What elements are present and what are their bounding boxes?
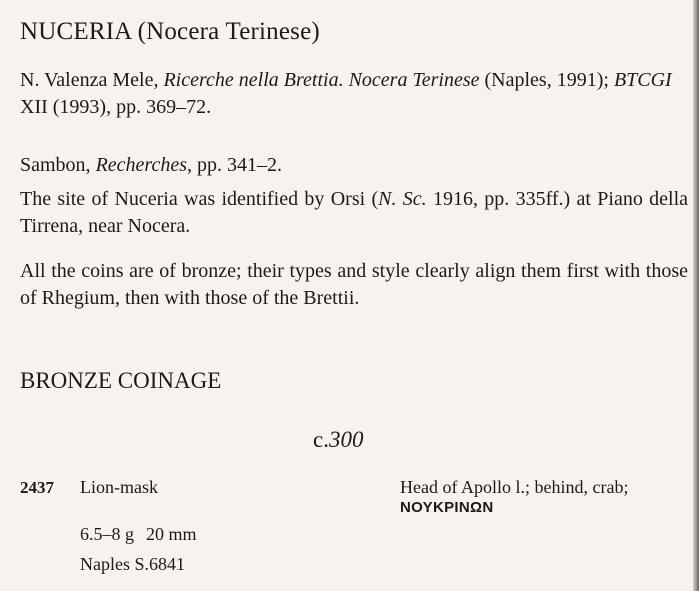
entry-metrology: [80, 524, 197, 545]
site-paragraph: [20, 186, 688, 240]
page-edge-shadow: [693, 0, 699, 591]
ref2-pages: , pp. 341–2.: [187, 154, 282, 176]
ref1-publication: (Naples, 1991);: [479, 69, 614, 91]
ref2-work-title: Recherches: [95, 154, 187, 176]
entry-number: 2437: [20, 478, 54, 497]
ref2-author: Sambon,: [20, 154, 96, 176]
entry-weight: 6.5–8 g: [80, 524, 134, 544]
page-title: NUCERIA (Nocera Terinese): [20, 18, 320, 45]
entry-reverse: Head of Apollo l.; behind, crab;: [400, 477, 629, 497]
ref1-series-abbrev: BTCGI: [613, 69, 672, 91]
site-journal-abbrev: N. Sc.: [378, 188, 427, 210]
ref1-author: N. Valenza Mele,: [20, 69, 164, 91]
entry-location: Naples S.6841: [80, 554, 185, 574]
site-text-end: 1916, pp. 335ff.) at Piano della Tirrena, near Nocera.: [20, 188, 688, 237]
entry-obverse: Lion-mask: [80, 477, 158, 497]
bibliography-reference: [20, 67, 680, 121]
date-prefix: c.: [313, 427, 329, 452]
entry-legend: ΝΟΥΚΡΙΝΩΝ: [400, 499, 494, 516]
ref1-work-title: Ricerche nella Brettia. Nocera Terinese: [163, 69, 480, 91]
entry-diameter: 20 mm: [146, 524, 197, 544]
ref1-pages: XII (1993), pp. 369–72.: [20, 96, 212, 118]
coins-note-paragraph: All the coins are of bronze; their types and style clearly align them first with those of Rhegium, then with those of the Brettii.: [20, 260, 688, 309]
section-heading: BRONZE COINAGE: [20, 368, 222, 393]
bibliography-reference-2: [20, 152, 680, 179]
site-text-start: The site of Nuceria was identified by Orsi (: [20, 188, 379, 210]
date-heading: [313, 427, 363, 453]
date-year: 300: [328, 427, 364, 452]
